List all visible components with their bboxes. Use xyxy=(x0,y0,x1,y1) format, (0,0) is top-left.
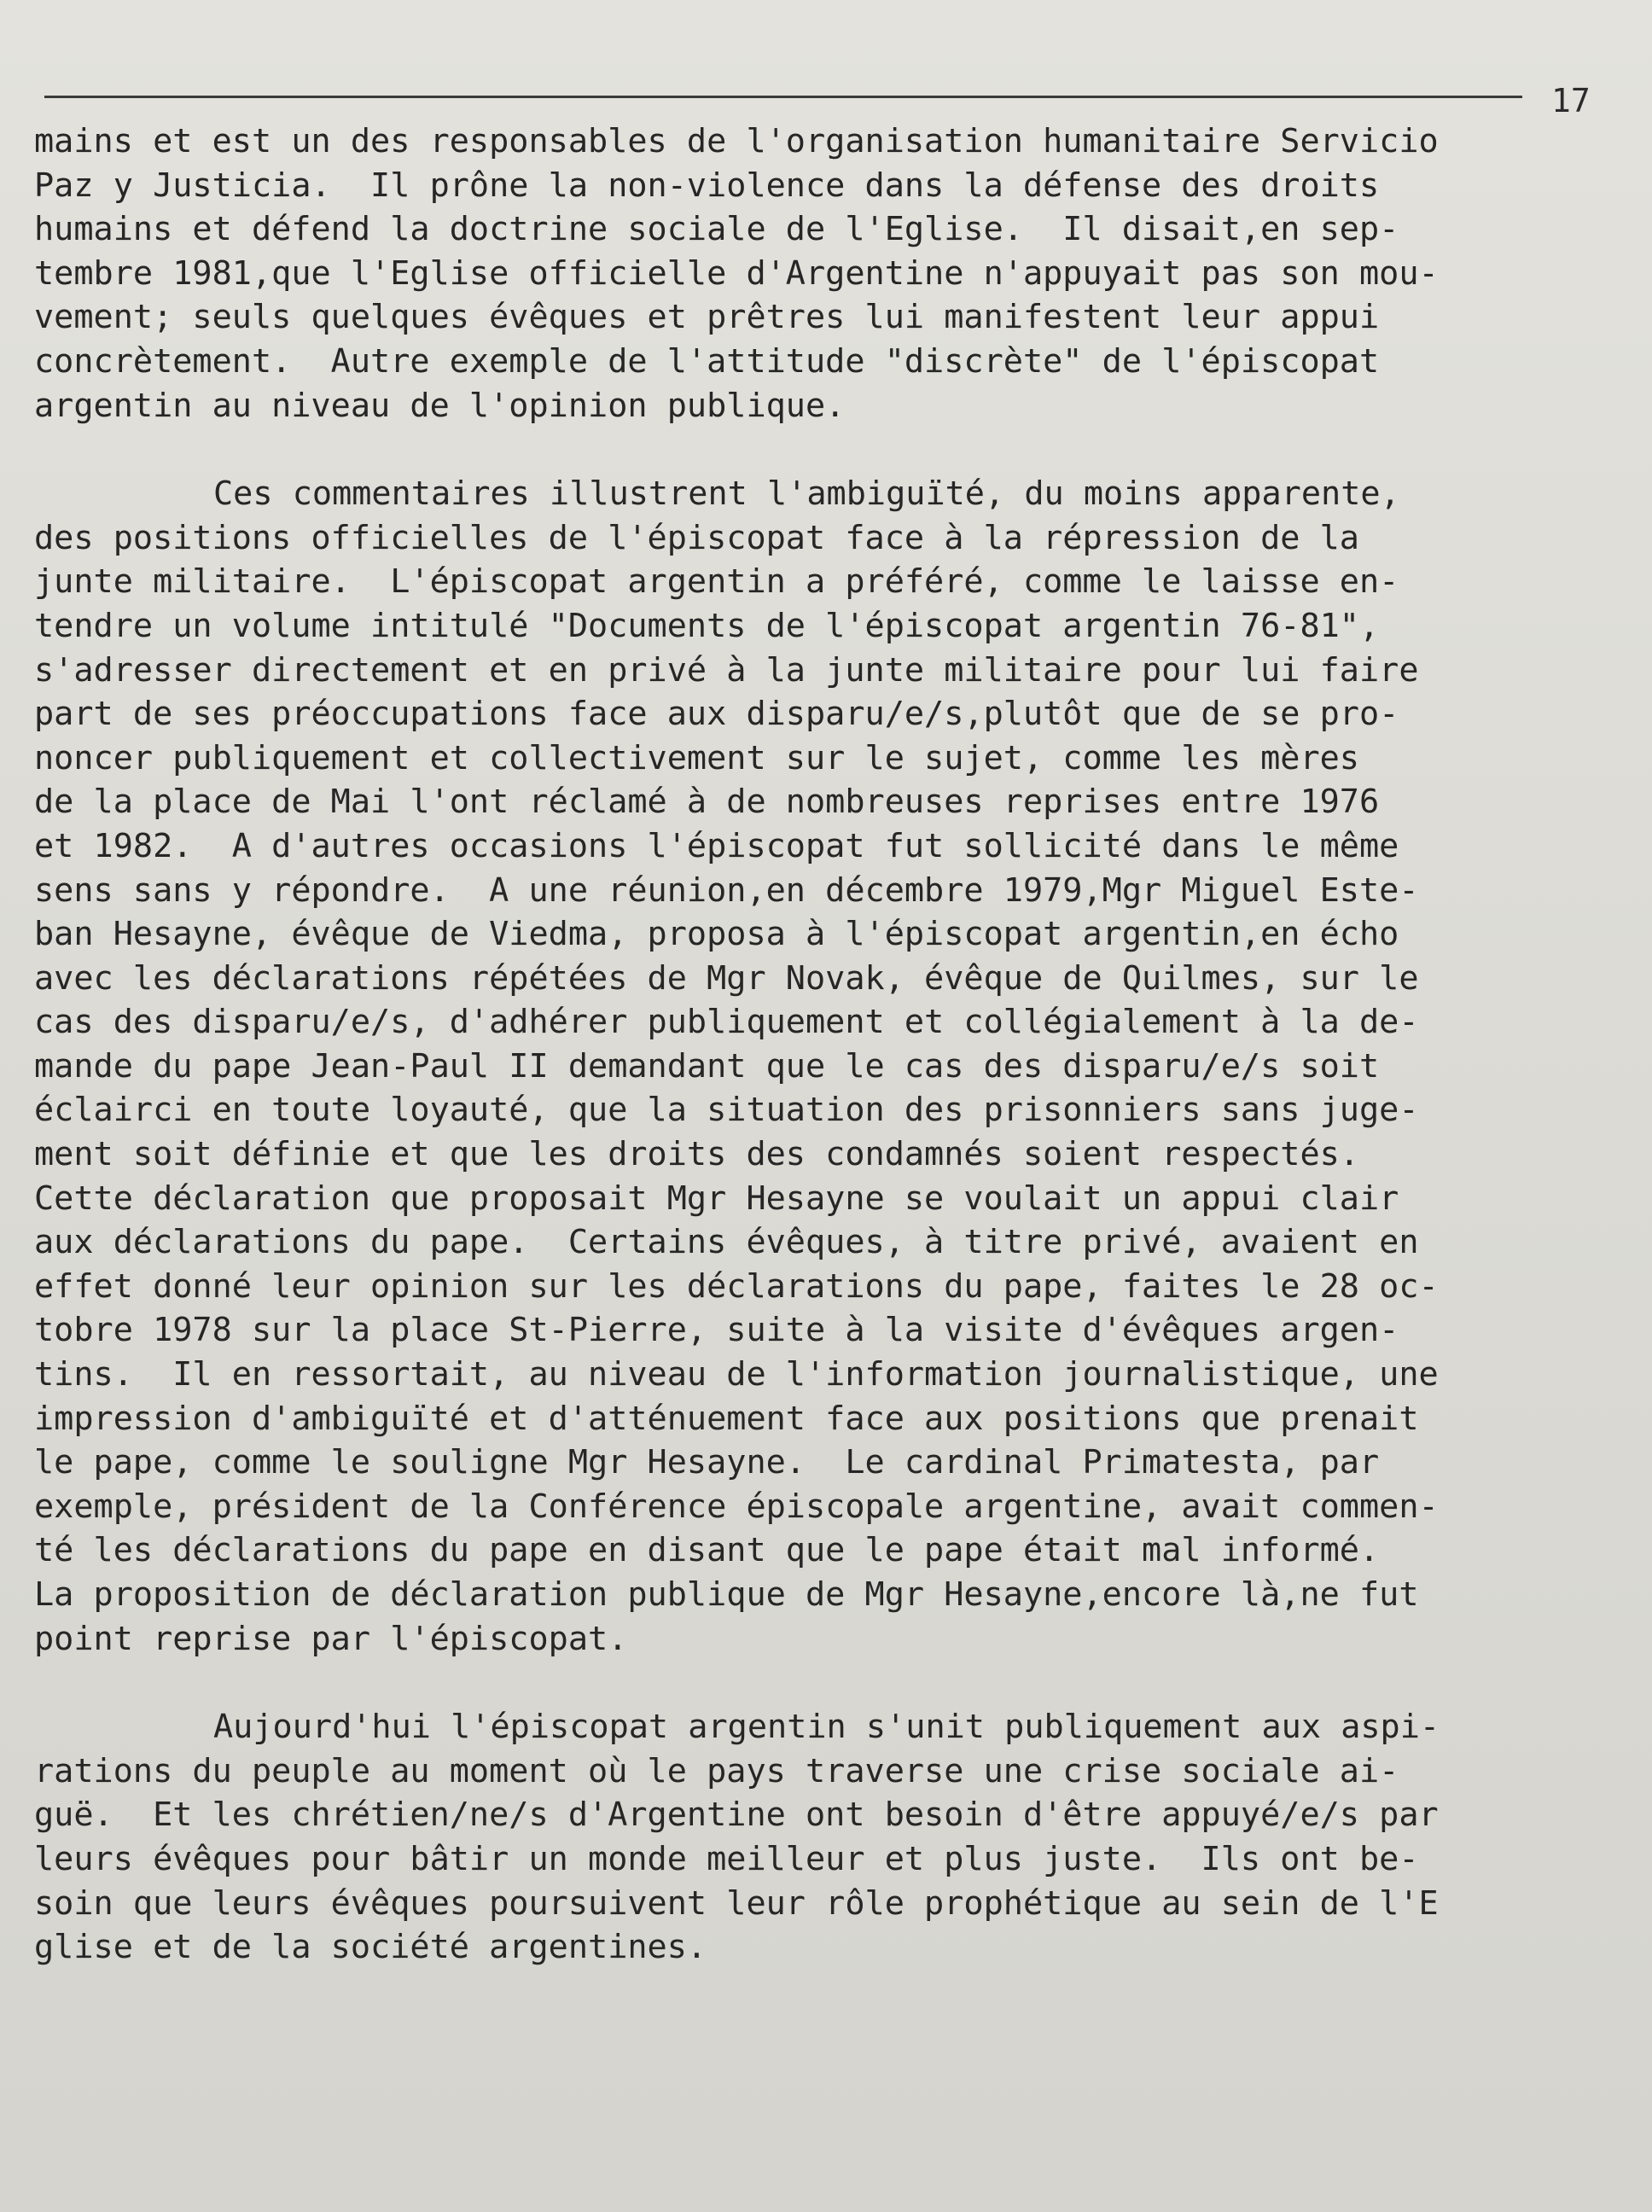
text-line: concrètement. Autre exemple de l'attitude "discrète" de l'épiscopat xyxy=(34,341,1380,381)
text-line: noncer publiquement et collectivement sur le sujet, comme les mères xyxy=(34,738,1359,777)
text-line: vement; seuls quelques évêques et prêtres lui manifestent leur appui xyxy=(34,298,1380,337)
text-line: soin que leurs évêques poursuivent leur rôle prophétique au sein de l'E xyxy=(34,1883,1439,1923)
text-line: mande du pape Jean-Paul II demandant que le cas des disparu/e/s soit xyxy=(34,1046,1380,1086)
paragraph-3 xyxy=(34,1705,1638,1970)
paragraph-2 xyxy=(34,472,1638,1661)
text-line: s'adresser directement et en privé à la junte militaire pour lui faire xyxy=(34,650,1419,690)
text-line: tendre un volume intitulé "Documents de l'épiscopat argentin 76-81", xyxy=(34,606,1380,645)
text-line: rations du peuple au moment où le pays traverse une crise sociale ai- xyxy=(34,1751,1399,1790)
body-text xyxy=(34,119,1638,1970)
text-line: humains et défend la doctrine sociale de l'Eglise. Il disait,en sep- xyxy=(34,210,1399,249)
text-line: sens sans y répondre. A une réunion,en décembre 1979,Mgr Miguel Este- xyxy=(34,870,1419,910)
text-line: ban Hesayne, évêque de Viedma, proposa à l'épiscopat argentin,en écho xyxy=(34,915,1399,954)
text-line: La proposition de déclaration publique de Mgr Hesayne,encore là,ne fut xyxy=(34,1575,1419,1614)
paragraph-gap xyxy=(34,1661,1638,1705)
text-line: le pape, comme le souligne Mgr Hesayne. Le cardinal Primatesta, par xyxy=(34,1443,1380,1482)
text-line: glise et de la société argentines. xyxy=(34,1928,707,1967)
text-line: Aujourd'hui l'épiscopat argentin s'unit publiquement aux aspi- xyxy=(213,1708,1440,1747)
text-line: avec les déclarations répétées de Mgr Novak, évêque de Quilmes, sur le xyxy=(34,958,1419,998)
text-line: Ces commentaires illustrent l'ambiguïté, du moins apparente, xyxy=(213,474,1400,514)
paragraph-1 xyxy=(34,119,1638,428)
text-line: de la place de Mai l'ont réclamé à de nombreuses reprises entre 1976 xyxy=(34,783,1380,822)
text-line: part de ses préoccupations face aux disparu/e/s,plutôt que de se pro- xyxy=(34,695,1399,734)
text-line: et 1982. A d'autres occasions l'épiscopat fut sollicité dans le même xyxy=(34,826,1399,865)
text-line: argentin au niveau de l'opinion publique. xyxy=(34,386,846,425)
text-line: Cette déclaration que proposait Mgr Hesayne se voulait un appui clair xyxy=(34,1179,1399,1218)
text-line: ment soit définie et que les droits des condamnés soient respectés. xyxy=(34,1135,1359,1174)
text-line: effet donné leur opinion sur les déclarations du pape, faites le 28 oc- xyxy=(34,1266,1439,1306)
text-line: cas des disparu/e/s, d'adhérer publiquement et collégialement à la de- xyxy=(34,1003,1419,1042)
text-line: guë. Et les chrétien/ne/s d'Argentine ont besoin d'être appuyé/e/s par xyxy=(34,1796,1439,1835)
text-line: mains et est un des responsables de l'organisation humanitaire Servicio xyxy=(34,122,1439,160)
text-line: aux déclarations du pape. Certains évêques, à titre privé, avaient en xyxy=(34,1223,1419,1262)
text-line: point reprise par l'épiscopat. xyxy=(34,1619,628,1658)
text-line: tembre 1981,que l'Eglise officielle d'Argentine n'appuyait pas son mou- xyxy=(34,253,1439,293)
text-line: té les déclarations du pape en disant que le pape était mal informé. xyxy=(34,1531,1380,1570)
text-line: tins. Il en ressortait, au niveau de l'information journalistique, une xyxy=(34,1355,1439,1394)
text-line: tobre 1978 sur la place St-Pierre, suite à la visite d'évêques argen- xyxy=(34,1311,1399,1350)
text-line: junte militaire. L'épiscopat argentin a préféré, comme le laisse en- xyxy=(34,562,1399,602)
text-line: leurs évêques pour bâtir un monde meilleur et plus juste. Ils ont be- xyxy=(34,1839,1419,1878)
text-line: Paz y Justicia. Il prône la non-violence dans la défense des droits xyxy=(34,166,1380,205)
text-line: exemple, président de la Conférence épiscopale argentine, avait commen- xyxy=(34,1487,1439,1526)
text-line: éclairci en toute loyauté, que la situation des prisonniers sans juge- xyxy=(34,1091,1419,1130)
paragraph-gap xyxy=(34,428,1638,472)
text-line: des positions officielles de l'épiscopat face à la répression de la xyxy=(34,518,1359,557)
header-rule xyxy=(44,96,1522,98)
text-line: impression d'ambiguïté et d'atténuement face aux positions que prenait xyxy=(34,1399,1419,1438)
page-number: 17 xyxy=(1551,82,1591,119)
